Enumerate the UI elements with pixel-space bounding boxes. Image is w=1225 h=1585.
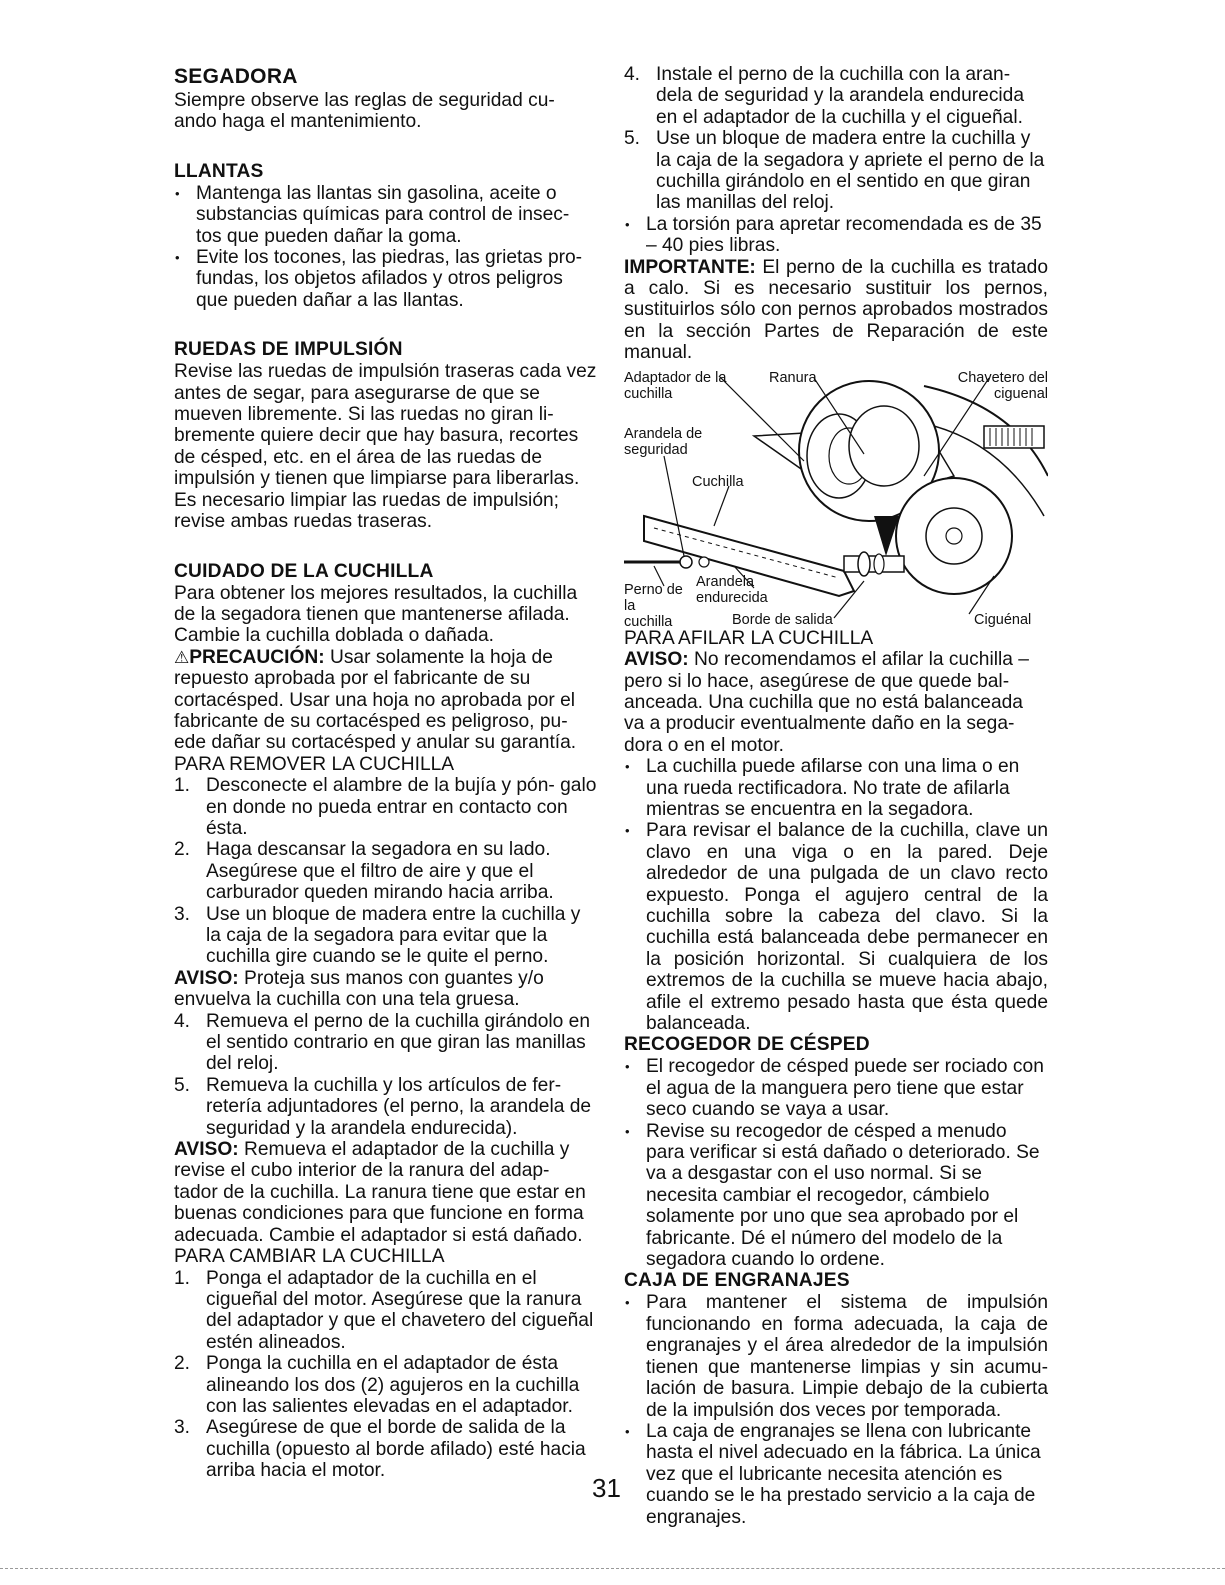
aviso-label: AVISO: bbox=[624, 649, 689, 671]
list-item: 5. Remueva la cuchilla y los artículos de fer- retería adjuntadores (el perno, la arandela de seguridad y la arandela endurecida). bbox=[174, 1074, 592, 1139]
chavetero-label: Chavetero del ciguenal bbox=[957, 369, 1048, 402]
list-item: 4. Instale el perno de la cuchilla con la aran- dela de seguridad y la arandela endurecida en el adaptador de la cuchilla y el cigueñal. bbox=[624, 64, 1025, 128]
list-item: 3. Use un bloque de madera entre la cuchilla y la caja de la segadora para evitar que la cuchilla gire cuando se le quite el perno. bbox=[174, 903, 581, 968]
importante-text: El perno de la cuchilla es tratado a calo. Si es necesario sustituir los pernos, sustituirlos sólo con pernos aprobados mostrados en la sección Partes de Reparación de este manual. bbox=[624, 256, 1048, 364]
precaucion-label: PRECAUCIÓN: bbox=[189, 646, 325, 668]
aviso-text: No recomendamos el afilar la cuchilla – pero si lo hace, asegúrese de que quede bal- anceada. Una cuchilla que no está balanceada va a producir eventualmente daño en la sega- dora o en el motor. bbox=[624, 649, 1029, 756]
afilar-list bbox=[624, 756, 1048, 1034]
borde-label: Borde de salida bbox=[732, 611, 833, 628]
remover-steps-continued bbox=[174, 1011, 598, 1139]
aviso-label: AVISO: bbox=[174, 967, 239, 989]
page-number: 31 bbox=[592, 1473, 621, 1503]
caja-heading: CAJA DE ENGRANAJES bbox=[624, 1270, 850, 1292]
blade-assembly-diagram bbox=[624, 366, 1048, 628]
arandela-seguridad-label: Arandela de seguridad bbox=[624, 425, 703, 458]
list-item: 2. Haga descansar la segadora en su lado. Asegúrese que el filtro de aire y que el carburador queden mirando hacia arriba. bbox=[174, 839, 554, 904]
llantas-heading: LLANTAS bbox=[174, 160, 264, 182]
cambiar-heading: PARA CAMBIAR LA CUCHILLA bbox=[174, 1246, 445, 1268]
precaucion-paragraph bbox=[174, 647, 598, 754]
list-item: 3. Asegúrese de que el borde de salida de la cuchilla (opuesto al borde afilado) esté hacia arriba hacia el motor. bbox=[174, 1417, 586, 1482]
bottom-divider bbox=[0, 1568, 1225, 1569]
list-item: 1. Ponga el adaptador de la cuchilla en el cigueñal del motor. Asegúrese que la ranura del adaptador y que el chavetero del cigueñal estén alineados. bbox=[174, 1267, 594, 1353]
aviso-text: Remueva el adaptador de la cuchilla y revise el cubo interior de la ranura del adap- tador de la cuchilla. La ranura tiene que estar en buenas condiciones para que funcione en forma adecuada. Cambie el adaptador si está dañado. bbox=[174, 1139, 586, 1246]
aviso-paragraph bbox=[174, 1139, 598, 1246]
cuidado-text: Para obtener los mejores resultados, la cuchilla de la segadora tienen que mantenerse afilada. Cambie la cuchilla doblada o dañada. bbox=[174, 582, 578, 647]
segadora-text: Siempre observe las reglas de seguridad cu- ando haga el mantenimiento. bbox=[174, 90, 555, 133]
list-item: • La cuchilla puede afilarse con una lima o en una rueda rectificadora. No trate de afilarla mientras se encuentra en la segadora. bbox=[624, 756, 1048, 820]
list-item: • Evite los tocones, las piedras, las grietas pro- fundas, los objetos afilados y otros peligros que pueden dañar a las llantas. bbox=[174, 247, 598, 311]
list-item: • Revise su recogedor de césped a menudo para verificar si está dañado o deteriorado. Se va a desgastar con el uso normal. Si se necesita cambiar el recogedor, cámbielo solamente por uno que sea aprobado por el fabricante. Dé el número del modelo de la segadora cuando lo ordene. bbox=[624, 1121, 1048, 1271]
aviso-label: AVISO: bbox=[174, 1139, 239, 1161]
list-item: • La caja de engranajes se llena con lubricante hasta el nivel adecuado en la fábrica. La única vez que el lubricante necesita atención es cuando se le ha prestado servicio a la caja de engranajes. bbox=[624, 1421, 1048, 1528]
list-item: 5. Use un bloque de madera entre la cuchilla y la caja de la segadora y apriete el perno de la cuchilla girándolo en el sentido en que giran las manillas del reloj. bbox=[624, 128, 1045, 214]
aviso-text: Proteja sus manos con guantes y/o envuelva la cuchilla con una tela gruesa. bbox=[174, 967, 544, 1011]
afilar-heading: PARA AFILAR LA CUCHILLA bbox=[624, 627, 874, 649]
aviso-paragraph bbox=[624, 649, 1048, 756]
caja-list bbox=[624, 1292, 1048, 1527]
warning-icon: ⚠ bbox=[174, 647, 190, 667]
list-item: 2. Ponga la cuchilla en el adaptador de ésta alineando los dos (2) agujeros en la cuchilla con las salientes elevadas en el adaptador. bbox=[174, 1353, 580, 1417]
llantas-list bbox=[174, 183, 598, 311]
torsion-list bbox=[624, 214, 1048, 257]
ruedas-heading: RUEDAS DE IMPULSIÓN bbox=[174, 339, 403, 361]
perno-label: Perno de la cuchilla bbox=[624, 581, 683, 630]
cuchilla-label: Cuchilla bbox=[692, 473, 744, 490]
list-item: • Para mantener el sistema de impulsión funcionando en forma adecuada, la caja de engranajes y el área alrededor de la impulsión tienen que mantenerse limpias y sin acumu- lación de basura. Limpie debajo de la cubierta de la impulsión dos veces por temporada. bbox=[624, 1292, 1048, 1420]
arandela-endurecida-label: Arandela endurecida bbox=[696, 573, 768, 606]
importante-paragraph bbox=[624, 257, 1048, 364]
cambiar-steps-continued bbox=[624, 64, 1048, 214]
list-item: • Mantenga las llantas sin gasolina, aceite o substancias químicas para control de insec- tos que pueden dañar la goma. bbox=[174, 183, 598, 247]
list-item: • La torsión para apretar recomendada es de 35 – 40 pies libras. bbox=[624, 214, 1048, 257]
list-item: • Para revisar el balance de la cuchilla, clave un clavo en una viga o en la pared. Deje alrededor de una pulgada de un clavo recto expuesto. Ponga el agujero central de la cuchilla sobre la cabeza del clavo. Si la cuchilla está balanceada debe permanecer en la posición horizontal. Si cualquiera de los extremos de la cuchilla se mueve hacia abajo, afile el extremo pesado hasta que ésta quede balanceada. bbox=[624, 820, 1048, 1034]
ranura-label: Ranura bbox=[769, 369, 817, 386]
right-column bbox=[624, 64, 1048, 1528]
list-item: 1. Desconecte el alambre de la bujía y pón- galo en donde no pueda entrar en contacto con ésta. bbox=[174, 775, 597, 839]
precaucion-text: Usar solamente la hoja de repuesto aprobada por el fabricante de su cortacésped. Usar una hoja no aprobada por el fabricante de su cortacésped es peligroso, pu- ede dañar su cortacésped y anular su garantía. bbox=[174, 646, 577, 754]
ruedas-text: Revise las ruedas de impulsión traseras cada vez antes de segar, para asegurarse de que se mueven libremente. Si las ruedas no giran li- bremente quiere decir que hay basura, recortes de césped, etc. en el área de las ruedas de impulsión y tienen que limpiarse para liberarlas. Es necesario limpiar las ruedas de impulsión; revise ambas ruedas traseras. bbox=[174, 361, 597, 533]
aviso-paragraph bbox=[174, 968, 598, 1011]
cuidado-heading: CUIDADO DE LA CUCHILLA bbox=[174, 560, 434, 582]
segadora-heading: SEGADORA bbox=[174, 65, 298, 88]
remover-heading: PARA REMOVER LA CUCHILLA bbox=[174, 753, 455, 775]
ciguenal-label: Ciguénal bbox=[974, 611, 1032, 628]
blade-assembly-drawing bbox=[624, 366, 1048, 628]
remover-steps bbox=[174, 775, 598, 968]
list-item: 4. Remueva el perno de la cuchilla girándolo en el sentido contrario en que giran las manillas del reloj. bbox=[174, 1010, 590, 1075]
importante-label: IMPORTANTE: bbox=[624, 256, 756, 278]
list-item: • El recogedor de césped puede ser rociado con el agua de la manguera pero tiene que estar seco cuando se vaya a usar. bbox=[624, 1056, 1048, 1120]
recogedor-list bbox=[624, 1056, 1048, 1270]
left-column bbox=[174, 64, 598, 1482]
cambiar-steps bbox=[174, 1268, 598, 1482]
adaptador-label: Adaptador de la cuchilla bbox=[624, 369, 727, 402]
recogedor-heading: RECOGEDOR DE CÉSPED bbox=[624, 1034, 870, 1056]
